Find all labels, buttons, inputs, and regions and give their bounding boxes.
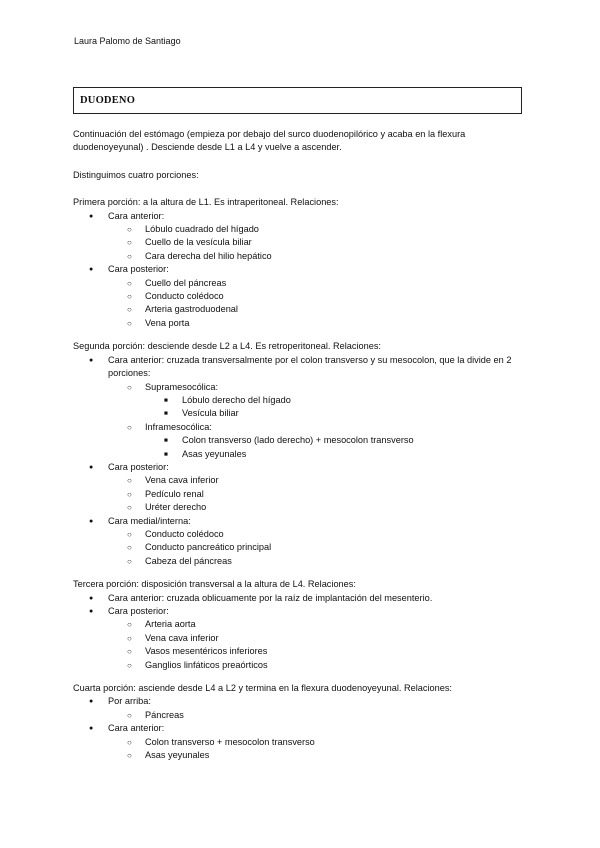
- square-bullet-icon: ■: [164, 437, 168, 445]
- list-item: [73, 461, 523, 515]
- list-item: [108, 317, 523, 330]
- list-item: [108, 381, 523, 421]
- list-item: [108, 421, 523, 461]
- circle-bullet-icon: ○: [127, 422, 132, 432]
- list-item-text: Asas yeyunales: [182, 448, 247, 459]
- section-1-list: [73, 210, 523, 331]
- list-item-text: Colon transverso + mesocolon transverso: [145, 736, 315, 747]
- list-item-text: Uréter derecho: [145, 502, 207, 513]
- circle-bullet-icon: ○: [127, 503, 132, 513]
- document-body: [73, 128, 523, 762]
- circle-bullet-icon: ○: [127, 382, 132, 392]
- list-item-text: Vena cava inferior: [145, 632, 219, 643]
- list-item-text: Cuello de la vesícula biliar: [145, 237, 252, 248]
- list-item: [108, 659, 523, 672]
- list-item: [108, 223, 523, 236]
- list-item: [108, 632, 523, 645]
- circle-bullet-icon: ○: [127, 529, 132, 539]
- bullet-icon: ●: [89, 356, 94, 364]
- list-item: [73, 592, 523, 605]
- circle-bullet-icon: ○: [127, 543, 132, 553]
- list-item: [108, 236, 523, 249]
- list-item: [145, 434, 523, 447]
- list-item: [108, 488, 523, 501]
- circle-bullet-icon: ○: [127, 238, 132, 248]
- bullet-icon: ●: [89, 517, 94, 525]
- list-item: [73, 210, 523, 264]
- list-item: [108, 555, 523, 568]
- section-heading-2: Segunda porción: desciende desde L2 a L4. Es retroperitoneal. Relaciones:: [73, 341, 381, 352]
- circle-bullet-icon: ○: [127, 660, 132, 670]
- section-4-list: [73, 695, 523, 762]
- list-item: [73, 263, 523, 330]
- list-item-text: Conducto pancreático principal: [145, 542, 272, 553]
- section-3-list: [73, 592, 523, 672]
- author-header: Laura Palomo de Santiago: [74, 36, 181, 46]
- list-item: [73, 605, 523, 672]
- bullet-icon: ●: [89, 266, 94, 274]
- list-item-label: Cara anterior: cruzada oblicuamente por la raíz de implantación del mesenterio.: [108, 592, 433, 603]
- list-item-label: Cara posterior:: [108, 461, 169, 472]
- list-item: [145, 407, 523, 420]
- title-box: [73, 87, 522, 114]
- list-item-label: Inframesocólica:: [145, 421, 212, 432]
- list-item-text: Arteria aorta: [145, 619, 196, 630]
- list-item-text: Vesícula biliar: [182, 408, 239, 419]
- circle-bullet-icon: ○: [127, 476, 132, 486]
- list-item-text: Lóbulo derecho del hígado: [182, 394, 291, 405]
- circle-bullet-icon: ○: [127, 710, 132, 720]
- list-item: [108, 303, 523, 316]
- list-item: [145, 394, 523, 407]
- section-heading-1: Primera porción: a la altura de L1. Es intraperitoneal. Relaciones:: [73, 197, 339, 208]
- list-item-label: Cara anterior: cruzada transversalmente por el colon transverso y su mesocolon, que la divide en 2 porciones:: [108, 354, 512, 379]
- list-item-text: Pedículo renal: [145, 488, 204, 499]
- list-item-text: Colon transverso (lado derecho) + mesocolon transverso: [182, 435, 414, 446]
- section-heading-4: Cuarta porción: asciende desde L4 a L2 y termina en la flexura duodenoyeyunal. Relaciones:: [73, 683, 452, 694]
- list-item-text: Cara derecha del hilio hepático: [145, 250, 272, 261]
- list-item-text: Lóbulo cuadrado del hígado: [145, 224, 259, 235]
- list-item: [108, 474, 523, 487]
- list-item-text: Conducto colédoco: [145, 291, 224, 302]
- circle-bullet-icon: ○: [127, 292, 132, 302]
- list-item: [108, 618, 523, 631]
- list-item: [108, 709, 523, 722]
- list-item-text: Conducto colédoco: [145, 528, 224, 539]
- circle-bullet-icon: ○: [127, 225, 132, 235]
- circle-bullet-icon: ○: [127, 647, 132, 657]
- list-item-text: Cabeza del páncreas: [145, 555, 232, 566]
- list-item-text: Cuello del páncreas: [145, 277, 227, 288]
- circle-bullet-icon: ○: [127, 633, 132, 643]
- bullet-icon: ●: [89, 212, 94, 220]
- list-item-label: Cara medial/interna:: [108, 515, 191, 526]
- circle-bullet-icon: ○: [127, 251, 132, 261]
- bullet-icon: ●: [89, 594, 94, 602]
- bullet-icon: ●: [89, 698, 94, 706]
- list-item: [108, 290, 523, 303]
- list-item: [108, 250, 523, 263]
- circle-bullet-icon: ○: [127, 318, 132, 328]
- square-bullet-icon: ■: [164, 396, 168, 404]
- circle-bullet-icon: ○: [127, 278, 132, 288]
- list-item-label: Cara posterior:: [108, 606, 169, 616]
- list-item-text: Asas yeyunales: [145, 750, 210, 761]
- intro-portions: Distinguimos cuatro porciones:: [73, 169, 199, 180]
- circle-bullet-icon: ○: [127, 751, 132, 761]
- list-item-text: Vasos mesentéricos inferiores: [145, 646, 268, 657]
- list-item: [108, 645, 523, 658]
- list-item: [73, 515, 523, 569]
- list-item: [73, 354, 523, 461]
- square-bullet-icon: ■: [164, 450, 168, 458]
- list-item: [108, 501, 523, 514]
- bullet-icon: ●: [89, 608, 94, 615]
- square-bullet-icon: ■: [164, 410, 168, 418]
- list-item-text: Vena cava inferior: [145, 475, 219, 486]
- page-title: DUODENO: [80, 95, 136, 106]
- list-item-text: Vena porta: [145, 317, 190, 328]
- list-item-text: Arteria gastroduodenal: [145, 304, 238, 315]
- list-item: [108, 749, 523, 762]
- list-item-text: Ganglios linfáticos preaórticos: [145, 659, 268, 670]
- list-item-text: Páncreas: [145, 709, 184, 720]
- circle-bullet-icon: ○: [127, 620, 132, 630]
- bullet-icon: ●: [89, 463, 94, 471]
- list-item-label: Por arriba:: [108, 696, 151, 707]
- list-item-label: Cara anterior:: [108, 210, 165, 221]
- circle-bullet-icon: ○: [127, 489, 132, 499]
- list-item-label: Cara anterior:: [108, 723, 165, 734]
- list-item: [108, 277, 523, 290]
- list-item-label: Cara posterior:: [108, 264, 169, 275]
- bullet-icon: ●: [89, 725, 94, 733]
- list-item-label: Supramesocólica:: [145, 381, 219, 392]
- list-item: [108, 528, 523, 541]
- section-heading-3: Tercera porción: disposición transversal a la altura de L4. Relaciones:: [73, 579, 356, 590]
- list-item: [108, 736, 523, 749]
- list-item: [73, 695, 523, 722]
- circle-bullet-icon: ○: [127, 305, 132, 315]
- list-item: [145, 448, 523, 461]
- list-item: [108, 541, 523, 554]
- circle-bullet-icon: ○: [127, 737, 132, 747]
- section-2-list: [73, 354, 523, 569]
- list-item: [73, 722, 523, 762]
- circle-bullet-icon: ○: [127, 556, 132, 566]
- intro-paragraph: Continuación del estómago (empieza por debajo del surco duodenopilórico y acaba en la flexura duodenoyeyunal) . Desciende desde L1 a L4 y vuelve a ascender.: [73, 129, 466, 153]
